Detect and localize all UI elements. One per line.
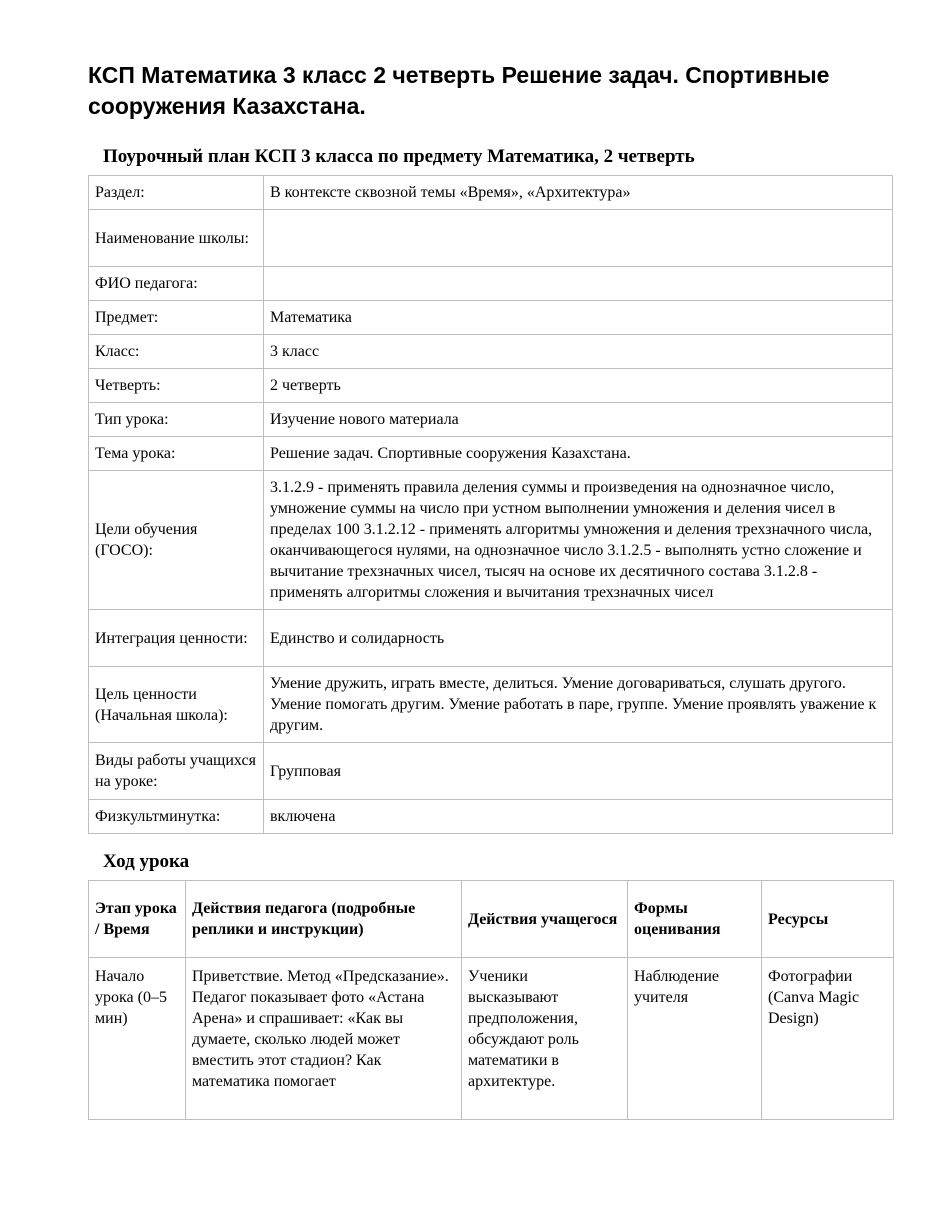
info-label: Цель ценности (Начальная школа): <box>89 667 264 743</box>
info-value: Решение задач. Спортивные сооружения Казахстана. <box>264 437 893 471</box>
info-value: 2 четверть <box>264 369 893 403</box>
info-value: Умение дружить, играть вместе, делиться. Умение договариваться, слушать другого. Умение помогать другим. Умение работать в паре, группе. Умение проявлять уважение к другим. <box>264 667 893 743</box>
plan-heading: Поурочный план КСП 3 класса по предмету Математика, 2 четверть <box>103 146 695 167</box>
info-row <box>89 610 893 667</box>
info-row <box>89 369 893 403</box>
lesson-header-row <box>89 881 894 958</box>
lesson-row <box>89 958 894 1120</box>
lesson-table <box>88 880 894 1120</box>
info-label: Класс: <box>89 335 264 369</box>
info-row <box>89 210 893 267</box>
info-label: Интеграция ценности: <box>89 610 264 667</box>
info-value: Математика <box>264 301 893 335</box>
info-row <box>89 301 893 335</box>
info-row <box>89 743 893 800</box>
document-page <box>88 60 893 1120</box>
info-label: Цели обучения (ГОСО): <box>89 471 264 610</box>
info-row <box>89 335 893 369</box>
info-value: Групповая <box>264 743 893 800</box>
info-label: Предмет: <box>89 301 264 335</box>
info-row <box>89 800 893 834</box>
lesson-cell-resources: Фотографии (Canva Magic Design) <box>762 958 894 1120</box>
info-row <box>89 267 893 301</box>
lesson-cell-assessment: Наблюдение учителя <box>628 958 762 1120</box>
info-row <box>89 176 893 210</box>
info-row <box>89 471 893 610</box>
lesson-cell-stage: Начало урока (0–5 мин) <box>89 958 186 1120</box>
info-label: ФИО педагога: <box>89 267 264 301</box>
info-label: Тема урока: <box>89 437 264 471</box>
info-value: включена <box>264 800 893 834</box>
column-header: Формы оценивания <box>628 881 762 958</box>
info-row <box>89 437 893 471</box>
info-label: Физкультминутка: <box>89 800 264 834</box>
document-title: КСП Математика 3 класс 2 четверть Решение задач. Спортивные сооружения Казахстана. <box>88 62 830 119</box>
info-value: В контексте сквозной темы «Время», «Архитектура» <box>264 176 893 210</box>
info-value: Единство и солидарность <box>264 610 893 667</box>
lesson-cell-teacher: Приветствие. Метод «Предсказание». Педагог показывает фото «Астана Арена» и спрашивает: «Как вы думаете, сколько людей может вместить этот стадион? Как математика помогает <box>186 958 462 1120</box>
info-table <box>88 175 893 834</box>
info-label: Тип урока: <box>89 403 264 437</box>
info-value <box>264 267 893 301</box>
column-header: Ресурсы <box>762 881 894 958</box>
column-header: Действия педагога (подробные реплики и инструкции) <box>186 881 462 958</box>
info-row <box>89 667 893 743</box>
info-label: Наименование школы: <box>89 210 264 267</box>
column-header: Этап урока / Время <box>89 881 186 958</box>
lesson-heading: Ход урока <box>103 851 190 872</box>
info-label: Виды работы учащихся на уроке: <box>89 743 264 800</box>
info-value: 3.1.2.9 - применять правила деления суммы и произведения на однозначное число, умножение суммы на число при устном выполнении умножения и деления чисел в пределах 100 3.1.2.12 - применять алгоритмы умножения и деления трехзначного числа, оканчивающегося нулями, на однозначное число 3.1.2.5 - выполнять устно сложение и вычитание трехзначных чисел, тысяч на основе их десятичного состава 3.1.2.8 - применять алгоритмы сложения и вычитания трехзначных чисел <box>264 471 893 610</box>
info-row <box>89 403 893 437</box>
info-value: Изучение нового материала <box>264 403 893 437</box>
column-header: Действия учащегося <box>462 881 628 958</box>
info-label: Четверть: <box>89 369 264 403</box>
lesson-cell-student: Ученики высказывают предположения, обсуждают роль математики в архитектуре. <box>462 958 628 1120</box>
info-value: 3 класс <box>264 335 893 369</box>
info-value <box>264 210 893 267</box>
info-label: Раздел: <box>89 176 264 210</box>
